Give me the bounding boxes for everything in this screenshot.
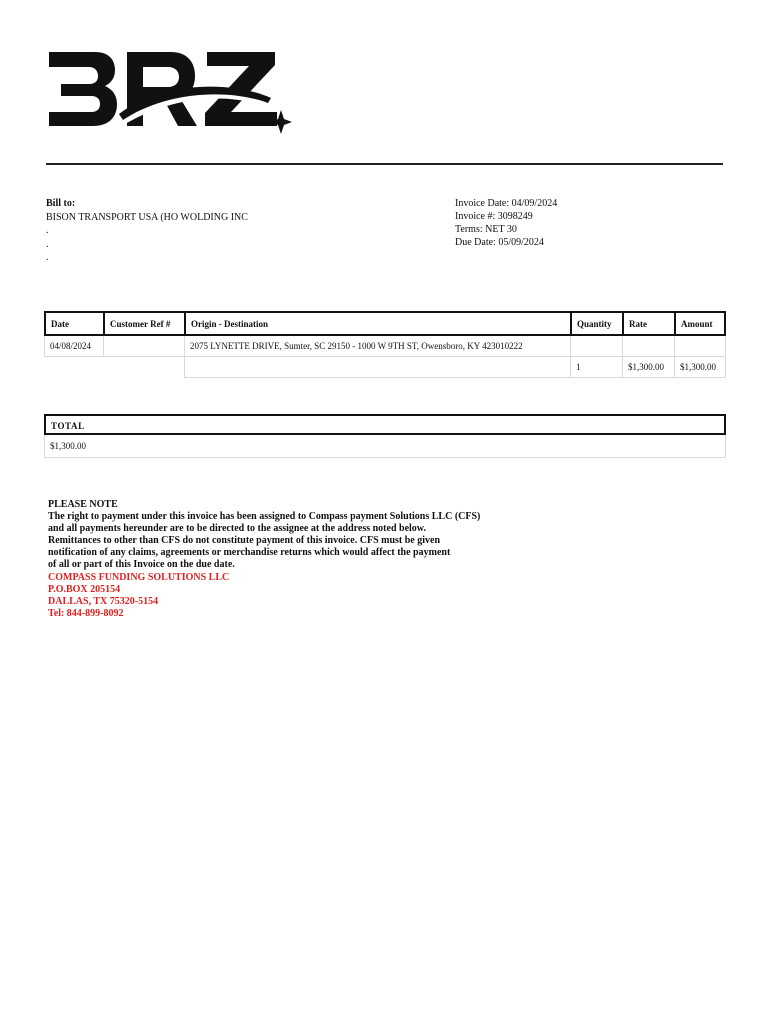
brz-logo xyxy=(47,48,292,134)
note-line: The right to payment under this invoice has been assigned to Compass payment Solutions LLC (CFS) xyxy=(48,511,481,523)
cell-origin-destination xyxy=(184,357,570,378)
bill-to-heading: Bill to: xyxy=(46,198,76,209)
note-line: notification of any claims, agreements or merchandise returns which would affect the payment xyxy=(48,547,451,559)
remit-company: COMPASS FUNDING SOLUTIONS LLC xyxy=(48,571,230,583)
table-header-row xyxy=(44,311,726,336)
payment-note xyxy=(48,499,480,620)
invoice-number: Invoice #: 3098249 xyxy=(455,211,533,222)
column-header-customer-ref: Customer Ref # xyxy=(103,311,184,336)
note-line: Remittances to other than CFS do not constitute payment of this invoice. CFS must be given xyxy=(48,535,441,547)
cell-amount: $1,300.00 xyxy=(674,357,726,378)
total-block xyxy=(44,414,726,458)
invoice-terms: Terms: NET 30 xyxy=(455,224,517,235)
remit-po-box: P.O.BOX 205154 xyxy=(48,583,121,595)
cell-date xyxy=(44,357,103,378)
line-items-table xyxy=(44,311,726,378)
header-divider xyxy=(46,163,723,165)
invoice-meta xyxy=(455,197,557,249)
cell-date: 04/08/2024 xyxy=(44,336,103,357)
note-line: of all or part of this Invoice on the due date. xyxy=(48,559,235,571)
bill-to-name: BISON TRANSPORT USA (HO WOLDING INC xyxy=(46,211,248,223)
column-header-origin-destination: Origin - Destination xyxy=(184,311,570,336)
total-label: TOTAL xyxy=(44,414,726,435)
cell-quantity xyxy=(570,336,622,357)
cell-amount xyxy=(674,336,726,357)
invoice-date: Invoice Date: 04/09/2024 xyxy=(455,198,558,209)
column-header-quantity: Quantity xyxy=(570,311,622,336)
bill-to-line: . xyxy=(46,225,49,236)
cell-origin-destination: 2075 LYNETTE DRIVE, Sumter, SC 29150 - 1000 W 9TH ST, Owensboro, KY 423010222 xyxy=(184,336,570,357)
column-header-rate: Rate xyxy=(622,311,674,336)
remit-city-state: DALLAS, TX 75320-5154 xyxy=(48,595,159,607)
cell-quantity: 1 xyxy=(570,357,622,378)
column-header-date: Date xyxy=(44,311,103,336)
cell-rate: $1,300.00 xyxy=(622,357,674,378)
cell-customer-ref xyxy=(103,336,184,357)
cell-rate xyxy=(622,336,674,357)
bill-to-line: . xyxy=(46,252,49,263)
bill-to-block xyxy=(46,197,248,265)
remit-phone: Tel: 844-899-8092 xyxy=(48,607,124,619)
column-header-amount: Amount xyxy=(674,311,726,336)
cell-customer-ref xyxy=(103,357,184,378)
total-value: $1,300.00 xyxy=(44,435,726,458)
bill-to-line: . xyxy=(46,238,49,250)
note-heading: PLEASE NOTE xyxy=(48,499,118,510)
note-line: and all payments hereunder are to be directed to the assignee at the address noted below. xyxy=(48,523,426,535)
table-row xyxy=(44,336,726,357)
table-row xyxy=(44,357,726,378)
invoice-due-date: Due Date: 05/09/2024 xyxy=(455,237,544,248)
